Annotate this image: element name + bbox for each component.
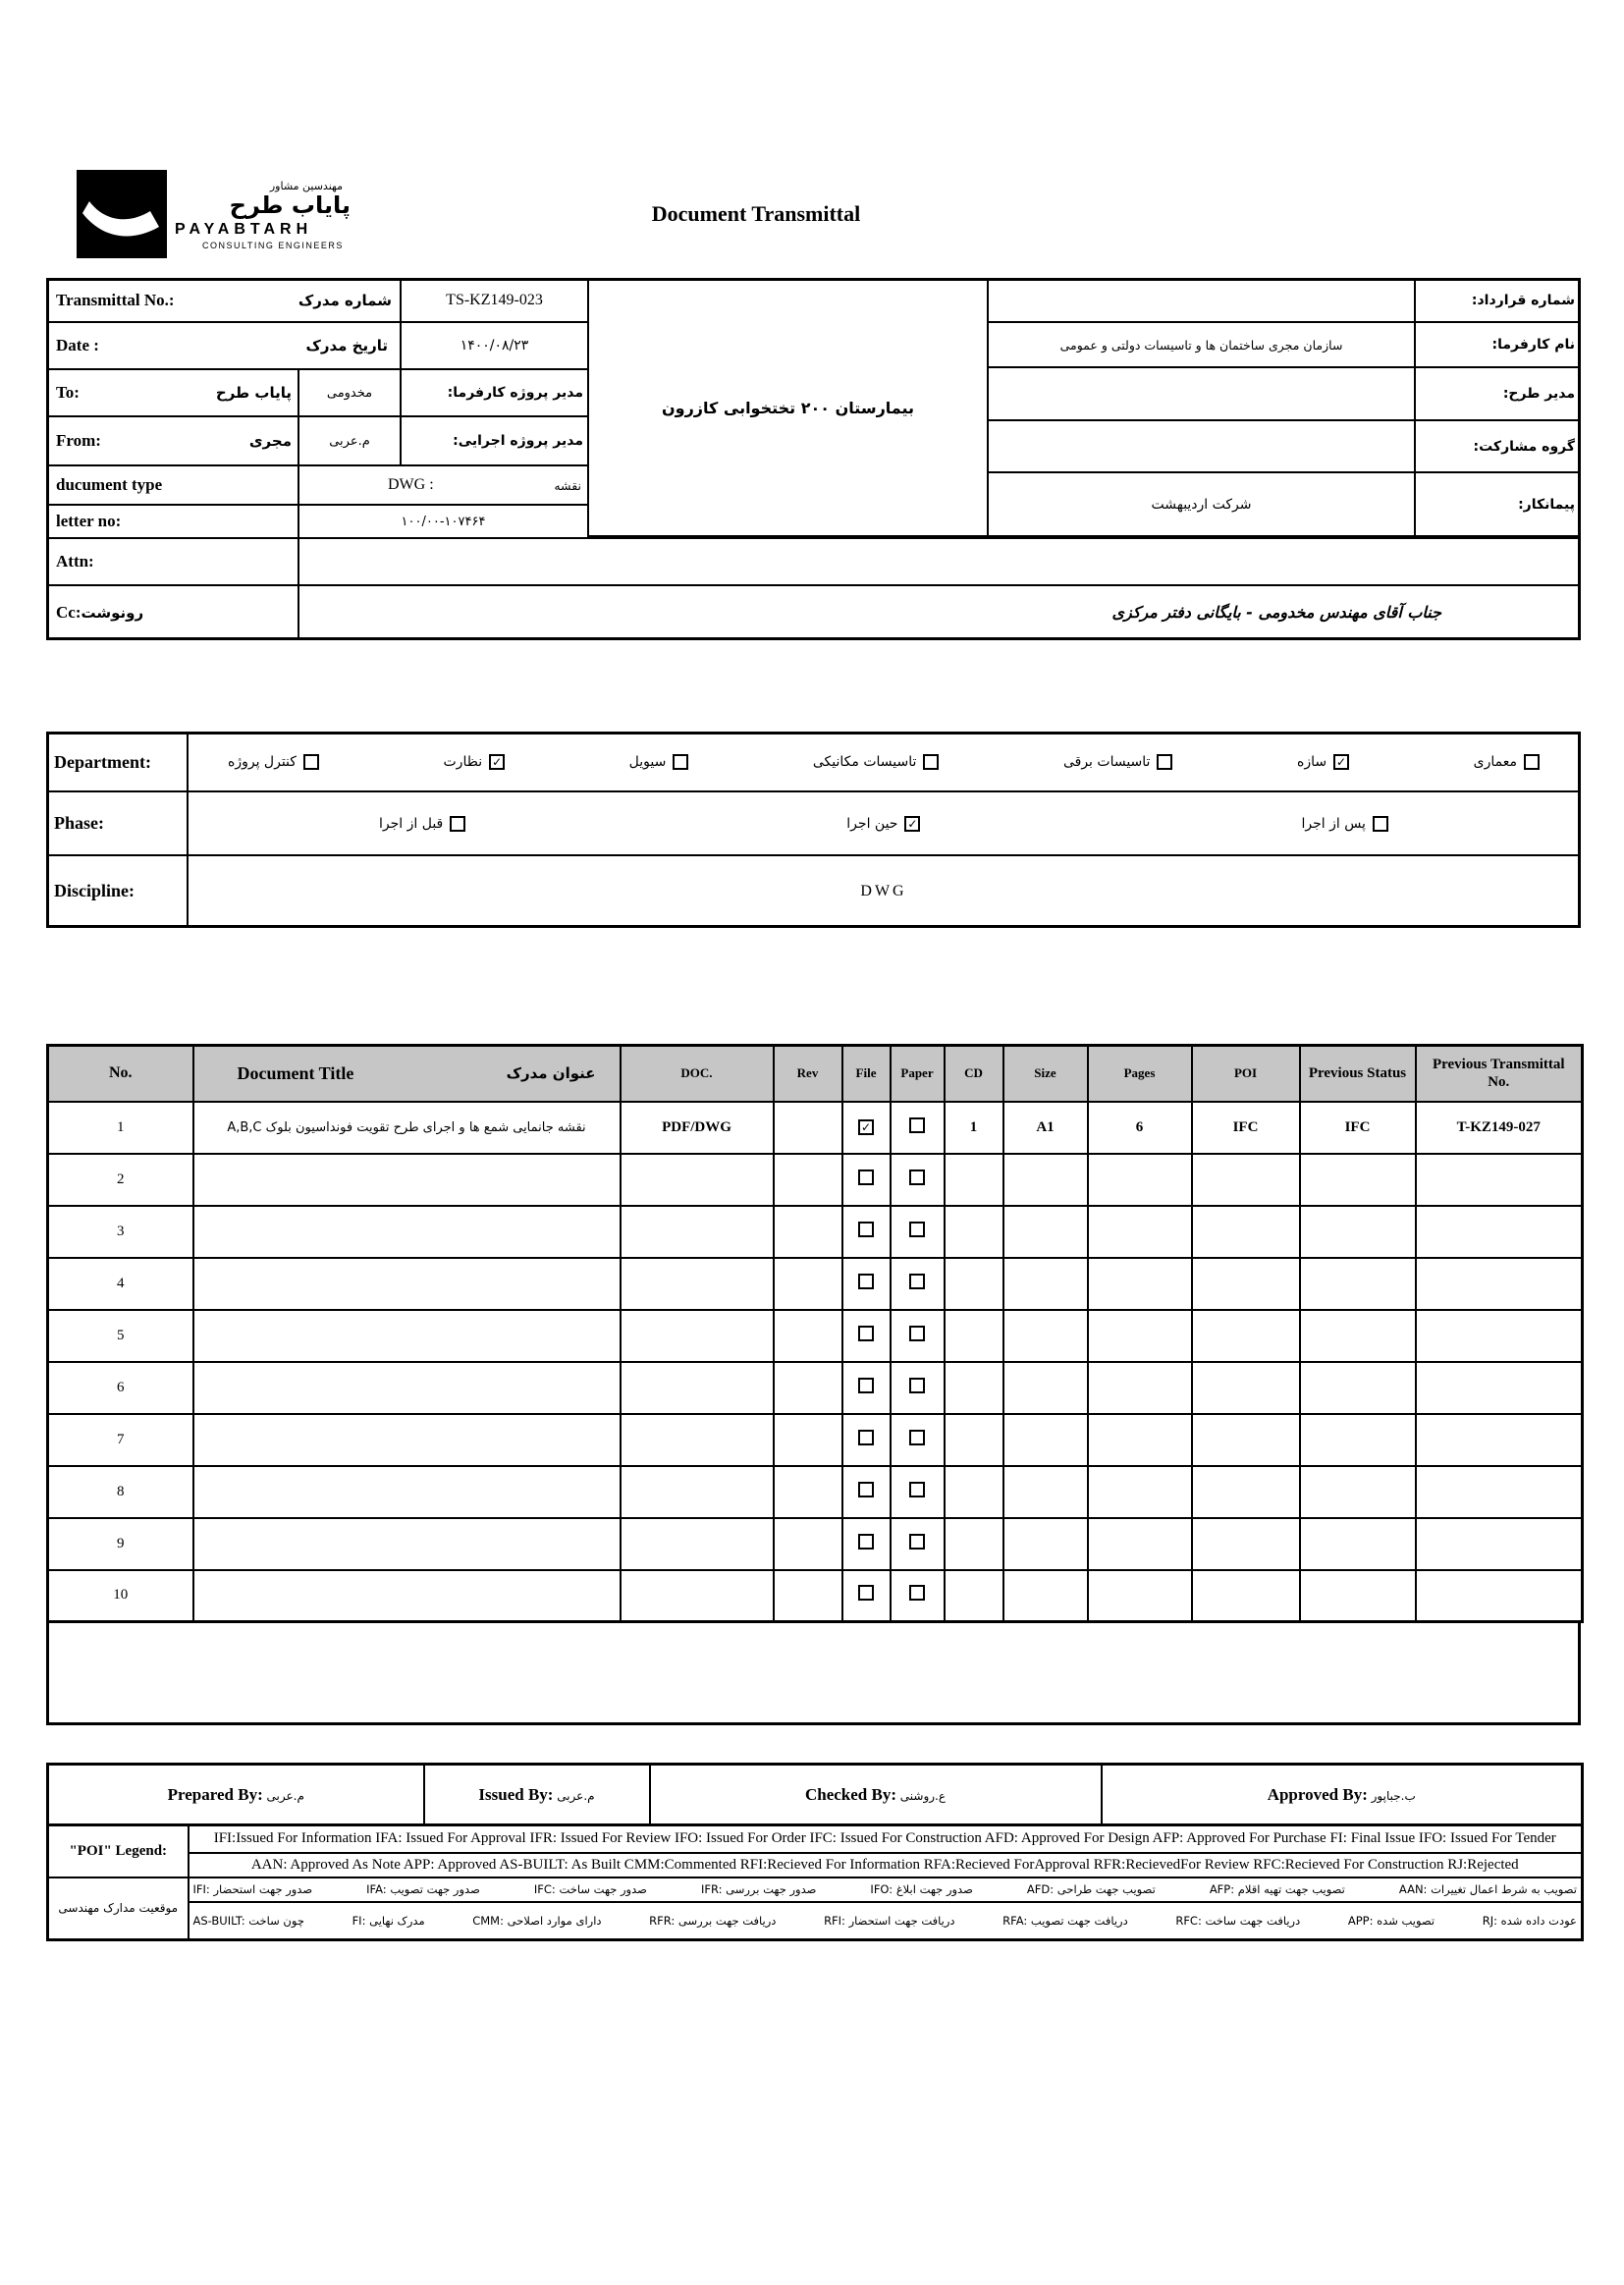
row-file xyxy=(842,1466,891,1518)
client-label: نام کارفرما: xyxy=(1414,321,1581,368)
department-option xyxy=(1297,754,1349,770)
fa-legend-item: AS-BUILT: چون ساخت xyxy=(192,1913,304,1928)
signature-row xyxy=(46,1763,1584,1826)
exec-pm-label: مدیر پروژه اجرایی: xyxy=(400,415,589,466)
row-file xyxy=(842,1154,891,1206)
row-file xyxy=(842,1206,891,1258)
table-row xyxy=(48,1362,1583,1414)
row-size xyxy=(1003,1206,1088,1258)
from-cell xyxy=(46,415,299,466)
row-file xyxy=(842,1518,891,1570)
fa-legend-item: AFP: تصویب جهت تهیه اقلام xyxy=(1209,1882,1345,1896)
checkbox-file[interactable] xyxy=(858,1326,874,1341)
row-rev xyxy=(774,1206,842,1258)
row-size xyxy=(1003,1518,1088,1570)
row-prev-transmittal xyxy=(1416,1518,1583,1570)
row-rev xyxy=(774,1414,842,1466)
row-pages xyxy=(1088,1362,1192,1414)
approved-by-cell xyxy=(1102,1765,1583,1825)
poi-legend-en-line1: IFI:Issued For Information IFA: Issued For Approval IFR: Issued For Review IFO: Issued For Order IFC: Issued For Construction AFD: Approved For Design AFP: Approved For Purchase FI: Final Issue IFO: Issued For Tender xyxy=(189,1825,1583,1853)
row-size xyxy=(1003,1258,1088,1310)
row-title: نقشه جانمایی شمع ها و اجرای طرح تقویت فونداسیون بلوک A,B,C xyxy=(193,1102,621,1154)
checkbox-file[interactable] xyxy=(858,1378,874,1393)
row-doc xyxy=(621,1258,774,1310)
project-name-cell: بیمارستان ۲۰۰ تختخوابی کازرون xyxy=(587,278,989,537)
row-paper xyxy=(891,1466,945,1518)
checkbox-paper[interactable] xyxy=(909,1378,925,1393)
checkbox-paper[interactable] xyxy=(909,1482,925,1497)
row-doc xyxy=(621,1154,774,1206)
checkbox-file[interactable] xyxy=(858,1170,874,1185)
fa-legend-item: FI: مدرک نهایی xyxy=(352,1913,425,1928)
checkbox-structure[interactable] xyxy=(1333,754,1349,770)
document-type-value-cell xyxy=(298,464,589,506)
row-size xyxy=(1003,1570,1088,1622)
fa-legend-item: IFO: صدور جهت ابلاغ xyxy=(870,1882,973,1896)
row-prev-transmittal: T-KZ149-027 xyxy=(1416,1102,1583,1154)
phase-options xyxy=(187,790,1581,856)
row-poi xyxy=(1192,1414,1300,1466)
row-prev-status xyxy=(1300,1466,1416,1518)
col-no: No. xyxy=(48,1046,193,1102)
col-prev-transmittal: Previous Transmittal No. xyxy=(1416,1046,1583,1102)
department-option-label: کنترل پروژه xyxy=(228,754,297,770)
row-prev-transmittal xyxy=(1416,1362,1583,1414)
row-title xyxy=(193,1570,621,1622)
department-label: Department: xyxy=(46,732,189,792)
fa-legend-item: RFA: دریافت جهت تصویب xyxy=(1002,1913,1128,1928)
col-title xyxy=(193,1046,621,1102)
cc-label-cell xyxy=(46,584,299,640)
row-no: 10 xyxy=(48,1570,193,1622)
row-size xyxy=(1003,1310,1088,1362)
checkbox-file[interactable] xyxy=(858,1119,874,1135)
approved-by-name: ب.جباپور xyxy=(1371,1788,1416,1803)
client-value: سازمان مجری ساختمان ها و تاسیسات دولتی و عمومی xyxy=(987,321,1416,368)
row-title xyxy=(193,1154,621,1206)
checked-by-name: ع.روشنی xyxy=(899,1788,947,1803)
row-doc xyxy=(621,1206,774,1258)
department-table xyxy=(46,732,1581,928)
row-cd: 1 xyxy=(945,1102,1003,1154)
date-value: ۱۴۰۰/۰۸/۲۳ xyxy=(400,321,589,370)
contractor-label: پیمانکار: xyxy=(1414,471,1581,537)
department-option xyxy=(444,754,506,770)
row-file xyxy=(842,1414,891,1466)
row-doc xyxy=(621,1466,774,1518)
row-poi xyxy=(1192,1310,1300,1362)
fa-legend-item: CMM: دارای موارد اصلاحی xyxy=(472,1913,602,1928)
row-cd xyxy=(945,1206,1003,1258)
transmittal-no-label-en: Transmittal No.: xyxy=(56,291,175,309)
row-prev-transmittal xyxy=(1416,1466,1583,1518)
row-paper xyxy=(891,1206,945,1258)
table-row xyxy=(48,1570,1583,1622)
table-row xyxy=(48,1206,1583,1258)
row-doc xyxy=(621,1414,774,1466)
from-label: From: xyxy=(56,431,101,450)
fa-legend-line1 xyxy=(189,1877,1583,1902)
row-rev xyxy=(774,1518,842,1570)
fa-legend-item: AFD: تصویب جهت طراحی xyxy=(1026,1882,1156,1896)
row-rev xyxy=(774,1310,842,1362)
row-pages xyxy=(1088,1310,1192,1362)
row-no: 9 xyxy=(48,1518,193,1570)
approved-by-label: Approved By: xyxy=(1267,1784,1368,1804)
discipline-value: DWG xyxy=(187,854,1581,928)
fa-legend-item: IFR: صدور جهت بررسی xyxy=(700,1882,817,1896)
checkbox-file[interactable] xyxy=(858,1534,874,1550)
fa-legend-item: RFI: دریافت جهت استحضار xyxy=(824,1913,955,1928)
row-paper xyxy=(891,1310,945,1362)
row-poi xyxy=(1192,1362,1300,1414)
row-prev-status xyxy=(1300,1518,1416,1570)
row-poi xyxy=(1192,1206,1300,1258)
table-row xyxy=(48,1310,1583,1362)
row-paper xyxy=(891,1258,945,1310)
row-no: 7 xyxy=(48,1414,193,1466)
row-no: 1 xyxy=(48,1102,193,1154)
row-prev-transmittal xyxy=(1416,1414,1583,1466)
row-title xyxy=(193,1362,621,1414)
phase-option xyxy=(846,816,920,832)
row-poi xyxy=(1192,1466,1300,1518)
design-manager-label: مدیر طرح: xyxy=(1414,366,1581,421)
row-pages xyxy=(1088,1206,1192,1258)
logo-en-sub: CONSULTING ENGINEERS xyxy=(202,241,344,251)
fa-legend-item: RFR: دریافت جهت بررسی xyxy=(649,1913,777,1928)
table-row xyxy=(48,1466,1583,1518)
row-doc xyxy=(621,1362,774,1414)
row-cd xyxy=(945,1570,1003,1622)
issued-by-cell xyxy=(424,1765,650,1825)
contract-no-label: شماره قرارداد: xyxy=(1414,278,1581,323)
row-no: 5 xyxy=(48,1310,193,1362)
row-paper xyxy=(891,1154,945,1206)
phase-option-label: پس از اجرا xyxy=(1301,815,1366,832)
table-row xyxy=(48,1258,1583,1310)
col-rev: Rev xyxy=(774,1046,842,1102)
row-pages xyxy=(1088,1414,1192,1466)
col-size: Size xyxy=(1003,1046,1088,1102)
discipline-label: Discipline: xyxy=(46,854,189,928)
department-option-label: تاسیسات مکانیکی xyxy=(812,754,917,770)
row-cd xyxy=(945,1414,1003,1466)
checkbox-paper[interactable] xyxy=(909,1326,925,1341)
row-cd xyxy=(945,1258,1003,1310)
checkbox-electrical[interactable] xyxy=(1157,754,1172,770)
fa-legend-item: RJ: عودت داده شده xyxy=(1482,1913,1577,1928)
fa-legend-item: IFI: صدور جهت استحضار xyxy=(192,1882,313,1896)
row-no: 6 xyxy=(48,1362,193,1414)
to-via: مخدومی xyxy=(298,368,402,417)
document-list-table xyxy=(46,1044,1584,1623)
col-title-fa: عنوان مدرک xyxy=(506,1064,596,1083)
row-pages: 6 xyxy=(1088,1102,1192,1154)
row-prev-transmittal xyxy=(1416,1258,1583,1310)
checkbox-file[interactable] xyxy=(858,1585,874,1601)
design-manager-value xyxy=(987,366,1416,421)
checkbox-paper[interactable] xyxy=(909,1222,925,1237)
checkbox-paper[interactable] xyxy=(909,1117,925,1133)
row-paper xyxy=(891,1518,945,1570)
row-prev-transmittal xyxy=(1416,1154,1583,1206)
row-file xyxy=(842,1310,891,1362)
row-title xyxy=(193,1466,621,1518)
row-prev-status xyxy=(1300,1258,1416,1310)
prepared-by-label: Prepared By: xyxy=(167,1784,263,1804)
row-file xyxy=(842,1570,891,1622)
row-prev-transmittal xyxy=(1416,1206,1583,1258)
col-cd: CD xyxy=(945,1046,1003,1102)
row-pages xyxy=(1088,1258,1192,1310)
checkbox-paper[interactable] xyxy=(909,1430,925,1445)
checkbox-supervision[interactable] xyxy=(489,754,505,770)
phase-label: Phase: xyxy=(46,790,189,856)
checkbox-paper[interactable] xyxy=(909,1170,925,1185)
document-table-empty-area xyxy=(46,1620,1581,1725)
row-title xyxy=(193,1206,621,1258)
letter-no-value: ۱۰۰/۰۰-۱۰۷۴۶۴ xyxy=(298,504,589,539)
table-row xyxy=(48,1414,1583,1466)
row-paper xyxy=(891,1362,945,1414)
contract-no-value xyxy=(987,278,1416,323)
phase-option xyxy=(1302,816,1388,832)
fa-legend-item: AAN: تصویب به شرط اعمال تغییرات xyxy=(1398,1882,1577,1896)
phase-option xyxy=(379,816,465,832)
row-paper xyxy=(891,1570,945,1622)
row-paper xyxy=(891,1102,945,1154)
client-pm-label: مدیر پروژه کارفرما: xyxy=(400,368,589,417)
row-prev-status xyxy=(1300,1570,1416,1622)
document-type-fa: نقشه xyxy=(554,477,581,493)
row-no: 3 xyxy=(48,1206,193,1258)
department-options xyxy=(187,732,1581,792)
fa-legend-item: IFA: صدور جهت تصویب xyxy=(366,1882,480,1896)
department-option-label: تاسیسات برقی xyxy=(1062,754,1151,770)
row-prev-status xyxy=(1300,1206,1416,1258)
department-option-label: سیویل xyxy=(628,754,667,770)
partnership-value xyxy=(987,419,1416,473)
logo-fa-small: مهندسین مشاور xyxy=(269,180,343,192)
row-rev xyxy=(774,1258,842,1310)
from-value-fa: مجری xyxy=(248,432,292,450)
row-prev-status xyxy=(1300,1310,1416,1362)
poi-legend-en-line2: AAN: Approved As Note APP: Approved AS-BUILT: As Built CMM:Commented RFI:Recieved For Information RFA:Recieved ForApproval RFR:RecievedFor Review RFC:Recieved For Construction RJ:Rejected xyxy=(189,1853,1583,1877)
contractor-value: شرکت اردیبهشت xyxy=(987,471,1416,537)
to-label: To: xyxy=(56,383,80,402)
fa-legend-line2 xyxy=(189,1902,1583,1940)
col-prev-status: Previous Status xyxy=(1300,1046,1416,1102)
prepared-by-name: م.عربی xyxy=(266,1788,304,1803)
row-size xyxy=(1003,1362,1088,1414)
col-poi: POI xyxy=(1192,1046,1300,1102)
col-doc: DOC. xyxy=(621,1046,774,1102)
row-pages xyxy=(1088,1154,1192,1206)
row-poi xyxy=(1192,1570,1300,1622)
row-doc: PDF/DWG xyxy=(621,1102,774,1154)
document-type-label: ducument type xyxy=(46,464,299,506)
row-pages xyxy=(1088,1518,1192,1570)
row-no: 4 xyxy=(48,1258,193,1310)
row-poi xyxy=(1192,1518,1300,1570)
checkbox-file[interactable] xyxy=(858,1274,874,1289)
row-prev-transmittal xyxy=(1416,1570,1583,1622)
checkbox-architecture[interactable] xyxy=(1524,754,1540,770)
row-prev-transmittal xyxy=(1416,1310,1583,1362)
checkbox-civil[interactable] xyxy=(673,754,688,770)
col-pages: Pages xyxy=(1088,1046,1192,1102)
letter-no-label: letter no: xyxy=(46,504,299,539)
cc-value: جناب آقای مهندس مخدومی - بایگانی دفتر مرکزی xyxy=(298,584,1581,640)
department-option xyxy=(1474,754,1540,770)
row-rev xyxy=(774,1102,842,1154)
department-option xyxy=(1063,754,1172,770)
phase-option-label: حین اجرا xyxy=(846,815,898,832)
row-title xyxy=(193,1414,621,1466)
row-prev-status xyxy=(1300,1154,1416,1206)
row-prev-status xyxy=(1300,1362,1416,1414)
row-size: A1 xyxy=(1003,1102,1088,1154)
table-row xyxy=(48,1518,1583,1570)
prepared-by-cell xyxy=(48,1765,424,1825)
checkbox-before-execution[interactable] xyxy=(450,816,465,832)
issued-by-name: م.عربی xyxy=(557,1788,595,1803)
transmittal-no-label-cell xyxy=(46,278,402,323)
row-title xyxy=(193,1310,621,1362)
row-cd xyxy=(945,1466,1003,1518)
row-paper xyxy=(891,1414,945,1466)
logo-en-name: PAYABTARH xyxy=(175,221,313,239)
poi-legend-label: "POI" Legend: xyxy=(48,1825,189,1877)
page-title: Document Transmittal xyxy=(651,201,861,226)
row-cd xyxy=(945,1310,1003,1362)
row-prev-status: IFC xyxy=(1300,1102,1416,1154)
row-size xyxy=(1003,1414,1088,1466)
to-value-fa: پایاب طرح xyxy=(215,384,292,402)
row-rev xyxy=(774,1154,842,1206)
checkbox-paper[interactable] xyxy=(909,1534,925,1550)
row-rev xyxy=(774,1362,842,1414)
row-file xyxy=(842,1102,891,1154)
cc-label-en: Cc: xyxy=(56,602,81,622)
checkbox-control-project[interactable] xyxy=(303,754,319,770)
checkbox-during-execution[interactable] xyxy=(904,816,920,832)
partnership-label: گروه مشارکت: xyxy=(1414,419,1581,473)
department-option xyxy=(813,754,940,770)
to-cell xyxy=(46,368,299,417)
row-title xyxy=(193,1258,621,1310)
table-row xyxy=(48,1102,1583,1154)
fa-legend-label: موقعیت مدارک مهندسی xyxy=(48,1877,189,1940)
table-header-row xyxy=(48,1046,1583,1102)
date-label-en: Date : xyxy=(56,336,99,354)
row-rev xyxy=(774,1570,842,1622)
checkbox-file[interactable] xyxy=(858,1482,874,1497)
checkbox-paper[interactable] xyxy=(909,1585,925,1601)
issued-by-label: Issued By: xyxy=(478,1784,554,1804)
row-cd xyxy=(945,1518,1003,1570)
department-option xyxy=(629,754,689,770)
date-label-cell xyxy=(46,321,402,370)
row-no: 2 xyxy=(48,1154,193,1206)
row-file xyxy=(842,1362,891,1414)
row-cd xyxy=(945,1362,1003,1414)
col-paper: Paper xyxy=(891,1046,945,1102)
department-option-label: نظارت xyxy=(443,754,483,770)
row-doc xyxy=(621,1518,774,1570)
date-label-fa: تاریخ مدرک xyxy=(305,337,388,354)
attn-value xyxy=(298,537,1581,586)
cc-label-fa: رونوشت xyxy=(81,603,144,622)
attn-label: Attn: xyxy=(46,537,299,586)
checkbox-file[interactable] xyxy=(858,1430,874,1445)
row-poi xyxy=(1192,1154,1300,1206)
row-doc xyxy=(621,1310,774,1362)
row-poi: IFC xyxy=(1192,1102,1300,1154)
poi-legend xyxy=(46,1823,1584,1941)
row-pages xyxy=(1088,1466,1192,1518)
fa-legend-item: IFC: صدور جهت ساخت xyxy=(533,1882,647,1896)
checkbox-file[interactable] xyxy=(858,1222,874,1237)
transmittal-no-value: TS-KZ149-023 xyxy=(400,278,589,323)
header-table xyxy=(46,278,1581,640)
row-file xyxy=(842,1258,891,1310)
checkbox-paper[interactable] xyxy=(909,1274,925,1289)
department-option-label: سازه xyxy=(1296,754,1327,770)
row-no: 8 xyxy=(48,1466,193,1518)
row-prev-status xyxy=(1300,1414,1416,1466)
row-size xyxy=(1003,1466,1088,1518)
row-title xyxy=(193,1518,621,1570)
row-cd xyxy=(945,1154,1003,1206)
row-rev xyxy=(774,1466,842,1518)
phase-option-label: قبل از اجرا xyxy=(379,815,444,832)
col-title-en: Document Title xyxy=(237,1062,354,1083)
row-poi xyxy=(1192,1258,1300,1310)
document-type-value: DWG : xyxy=(388,476,434,493)
checkbox-mechanical[interactable] xyxy=(923,754,939,770)
from-via: م.عربی xyxy=(298,415,402,466)
checkbox-after-execution[interactable] xyxy=(1373,816,1388,832)
fa-legend-item: APP: تصویب شده xyxy=(1347,1913,1435,1928)
fa-legend-item: RFC: دریافت جهت ساخت xyxy=(1175,1913,1301,1928)
row-doc xyxy=(621,1570,774,1622)
logo-fa-large: پایاب طرح xyxy=(229,191,351,219)
department-option xyxy=(228,754,319,770)
row-pages xyxy=(1088,1570,1192,1622)
checked-by-label: Checked By: xyxy=(804,1784,897,1804)
checked-by-cell xyxy=(650,1765,1102,1825)
table-row xyxy=(48,1154,1583,1206)
row-size xyxy=(1003,1154,1088,1206)
transmittal-no-label-fa: شماره مدرک xyxy=(298,292,392,309)
department-option-label: معماری xyxy=(1473,754,1517,770)
col-file: File xyxy=(842,1046,891,1102)
